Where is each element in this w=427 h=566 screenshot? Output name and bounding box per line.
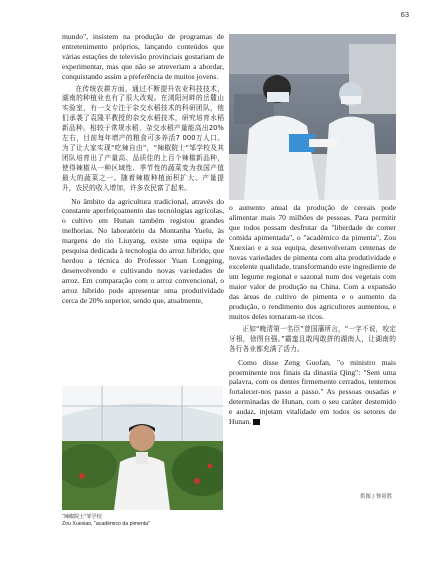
zeng-guofan-text: Como disse Zeng Guofan, "o ministro mais proeminente nos finais da dinastia Qing": "Sem uma palavra, com os dentes firmemente cerrados, tentemos fortalecer-nos passo a passo." As pessoas ousadas e determinadas de Hunan, com o seu caráter destemido e audaz, injetam vitalidade em todos os setores de Hunan. xyxy=(229,357,396,427)
page-number: 63 xyxy=(400,10,409,19)
caption-chinese: “辣椒院士”邹学校 xyxy=(62,514,102,520)
laboratory-photo xyxy=(229,34,396,200)
photo-credit: 供图 / 钟祖胜 xyxy=(360,494,393,500)
chinese-paragraph-zeng-guofan: 正如“晚清第一名臣”曾国藩所言，“一字不说，咬定牙根，徐图自强。”霸蛮且敢闯敢拼的湖南人，让湖南的各行各业都充满了活力。 xyxy=(229,324,396,353)
portuguese-paragraph-agriculture: No âmbito da agricultura tradicional, através do constante aperfeiçoamento das tecnologias agrícolas, o cultivo em Hunan também registou grandes melhorias. No laboratório da Montanha Yuelu, às margens do rio Liuyang, existe uma equipa de pesquisa dedicada à tecnologia do arroz híbrido, que herdou a técnica do Professor Yuan Longping, desenvolvendo e cultivando novas variedades de arroz. Em comparação com o arroz convencional, o arroz híbrido pode apresentar uma produtividade cerca de 20% superior, sendo que, atualmente, xyxy=(62,196,224,305)
right-column xyxy=(229,203,396,430)
portuguese-paragraph-intro: mundo", insistem na produção de programas de entretenimento próprios, lançando conteúdos que várias estações de televisão provinciais gostariam de experimentar, mas que não se atreveriam a abordar, conquistando assim a preferência de muitos jovens. xyxy=(62,32,224,81)
greenhouse-photo xyxy=(62,386,223,510)
portuguese-paragraph-zeng-guofan xyxy=(229,358,396,427)
photo-caption xyxy=(62,514,223,528)
caption-portuguese: Zou Xuexiao, "académico da pimenta" xyxy=(62,521,150,527)
left-column xyxy=(62,32,224,308)
chinese-paragraph-agriculture: 在传统农耕方面，通过不断提升农业科技技术，湖南的种植业也有了很大改观。在浏阳河畔的岳麓山实验室，有一支专注于杂交水稻技术的科研团队，他们承袭了袁隆平教授的杂交水稻技术，研究培育水稻新品种。相较于常规水稻，杂交水稻产量能高出20%左右，目前每年增产的粮食可多养活7 000万人口。为了让大家实现“吃辣自由”，“辣椒院士”邹学校及其团队培育出了产量高、品质佳的上百个辣椒新品种，使得辣椒从一种区域性、季节性的蔬菜变为我国产值最大的蔬菜之一。随着辣椒种植面积扩大、产量提升，农民的收入增加，许多农民富了起来。 xyxy=(62,84,224,192)
portuguese-paragraph-pepper: o aumento anual da produção de cereais pode alimentar mais 70 milhões de pessoas. Para permitir que todos possam desfrutar da "liberdade de comer comida apimentada", o "académico da pimenta", Zou Xuexiao e a sua equipa, desenvolveram centenas de novas variedades de pimenta com alta produtividade e excelente qualidade, transformando este ingrediente de um legume regional e sazonal num dos vegetais com maior valor de produção na China. Com a expansão das áreas de cultivo de pimenta e o aumento da produção, o rendimento dos agricultores aumentou, e muitos deles tornaram-se ricos. xyxy=(229,203,396,321)
end-mark-icon: 图 xyxy=(253,419,260,425)
